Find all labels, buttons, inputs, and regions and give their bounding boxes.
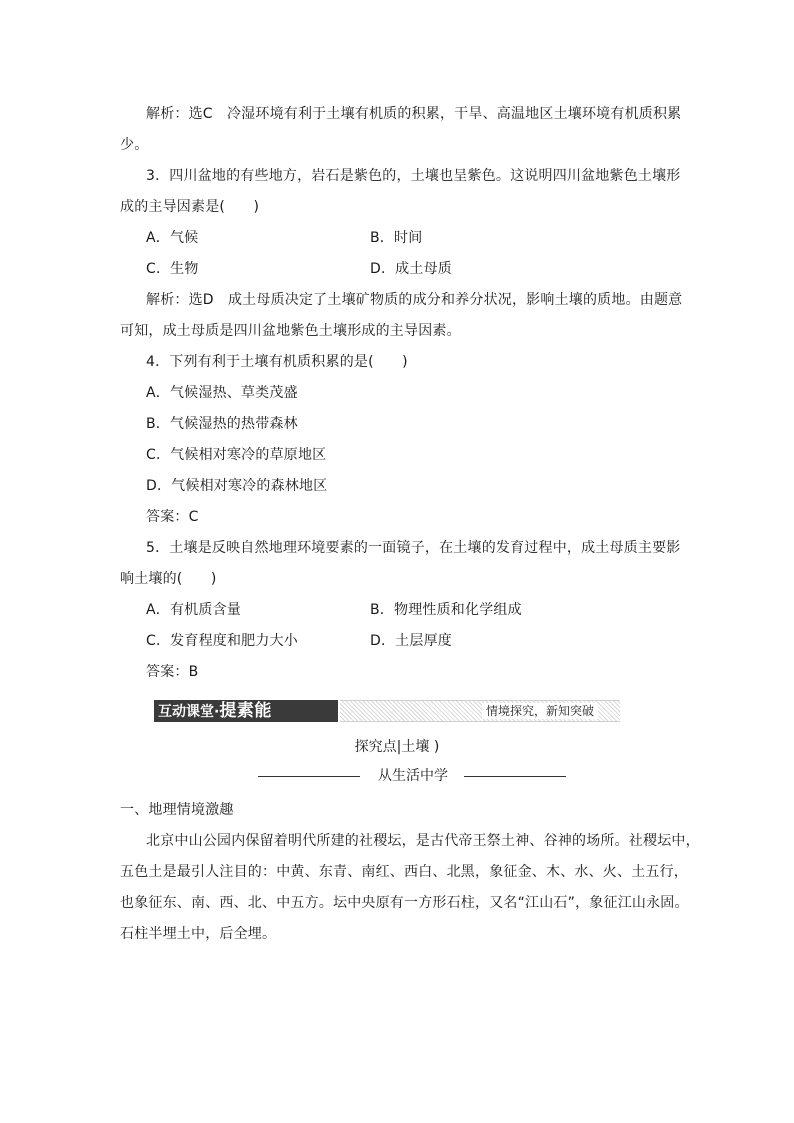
question-5-line2: 响土壤的( ) xyxy=(120,571,217,587)
question-4: 4．下列有利于土壤有机质积累的是( ) xyxy=(146,354,408,370)
q4-option-b: B．气候湿热的热带森林 xyxy=(146,416,298,432)
banner-tagline: 情境探究，新知突破 xyxy=(482,703,598,719)
q3-option-a: A．气候 xyxy=(146,230,199,246)
q4-option-c: C．气候相对寒冷的草原地区 xyxy=(146,447,327,463)
divider-left-rule xyxy=(258,776,360,777)
q3-option-c: C．生物 xyxy=(146,261,199,277)
section-title: 探究点|土壤 ) xyxy=(354,739,440,755)
section-banner xyxy=(154,700,620,722)
context-line-2: 五色土是最引人注目的：中黄、东青、南红、西白、北黑，象征金、木、水、火、土五行， xyxy=(120,864,688,880)
explanation-q2-line2: 少。 xyxy=(120,137,149,153)
q4-option-d: D．气候相对寒冷的森林地区 xyxy=(146,478,328,494)
q3-option-d: D．成土母质 xyxy=(370,261,452,277)
banner-title-part1: 互动课堂· xyxy=(158,704,220,720)
context-line-3: 也象征东、南、西、北、中五方。坛中央原有一方形石柱，又名“江山石”，象征江山永固。 xyxy=(120,895,689,911)
banner-title xyxy=(154,700,340,722)
context-line-4: 石柱半埋土中，后全埋。 xyxy=(120,926,277,942)
section-subtitle: 从生活中学 xyxy=(378,768,448,784)
banner-title-part2: 提素能 xyxy=(219,701,272,721)
q5-option-a: A．有机质含量 xyxy=(146,602,241,618)
subtitle-divider xyxy=(258,766,566,786)
answer-q5: 答案：B xyxy=(146,664,199,680)
q4-option-a: A．气候湿热、草类茂盛 xyxy=(146,385,298,401)
q5-option-d: D．土层厚度 xyxy=(370,633,452,649)
question-3-line2: 成的主导因素是( ) xyxy=(120,199,260,215)
divider-right-rule xyxy=(464,776,566,777)
context-heading: 一、地理情境激趣 xyxy=(120,802,234,818)
q5-option-b: B．物理性质和化学组成 xyxy=(370,602,522,618)
q5-option-c: C．发育程度和肥力大小 xyxy=(146,633,298,649)
explanation-q3-line2: 可知，成土母质是四川盆地紫色土壤形成的主导因素。 xyxy=(120,323,461,339)
context-line-1: 北京中山公园内保留着明代所建的社稷坛，是古代帝王祭土神、谷神的场所。社稷坛中， xyxy=(146,833,700,849)
question-5-line1: 5．土壤是反映自然地理环境要素的一面镜子，在土壤的发育过程中，成土母质主要影 xyxy=(146,540,681,556)
banner-hatch xyxy=(340,700,620,722)
explanation-q3-line1: 解析：选D 成土母质决定了土壤矿物质的成分和养分状况，影响土壤的质地。由题意 xyxy=(146,292,683,308)
q3-option-b: B．时间 xyxy=(370,230,423,246)
answer-q4: 答案：C xyxy=(146,509,199,525)
explanation-q2-line1: 解析：选C 冷湿环境有利于土壤有机质的积累，干旱、高温地区土壤环境有机质积累 xyxy=(146,106,682,122)
question-3-line1: 3．四川盆地的有些地方，岩石是紫色的，土壤也呈紫色。这说明四川盆地紫色土壤形 xyxy=(146,168,681,184)
